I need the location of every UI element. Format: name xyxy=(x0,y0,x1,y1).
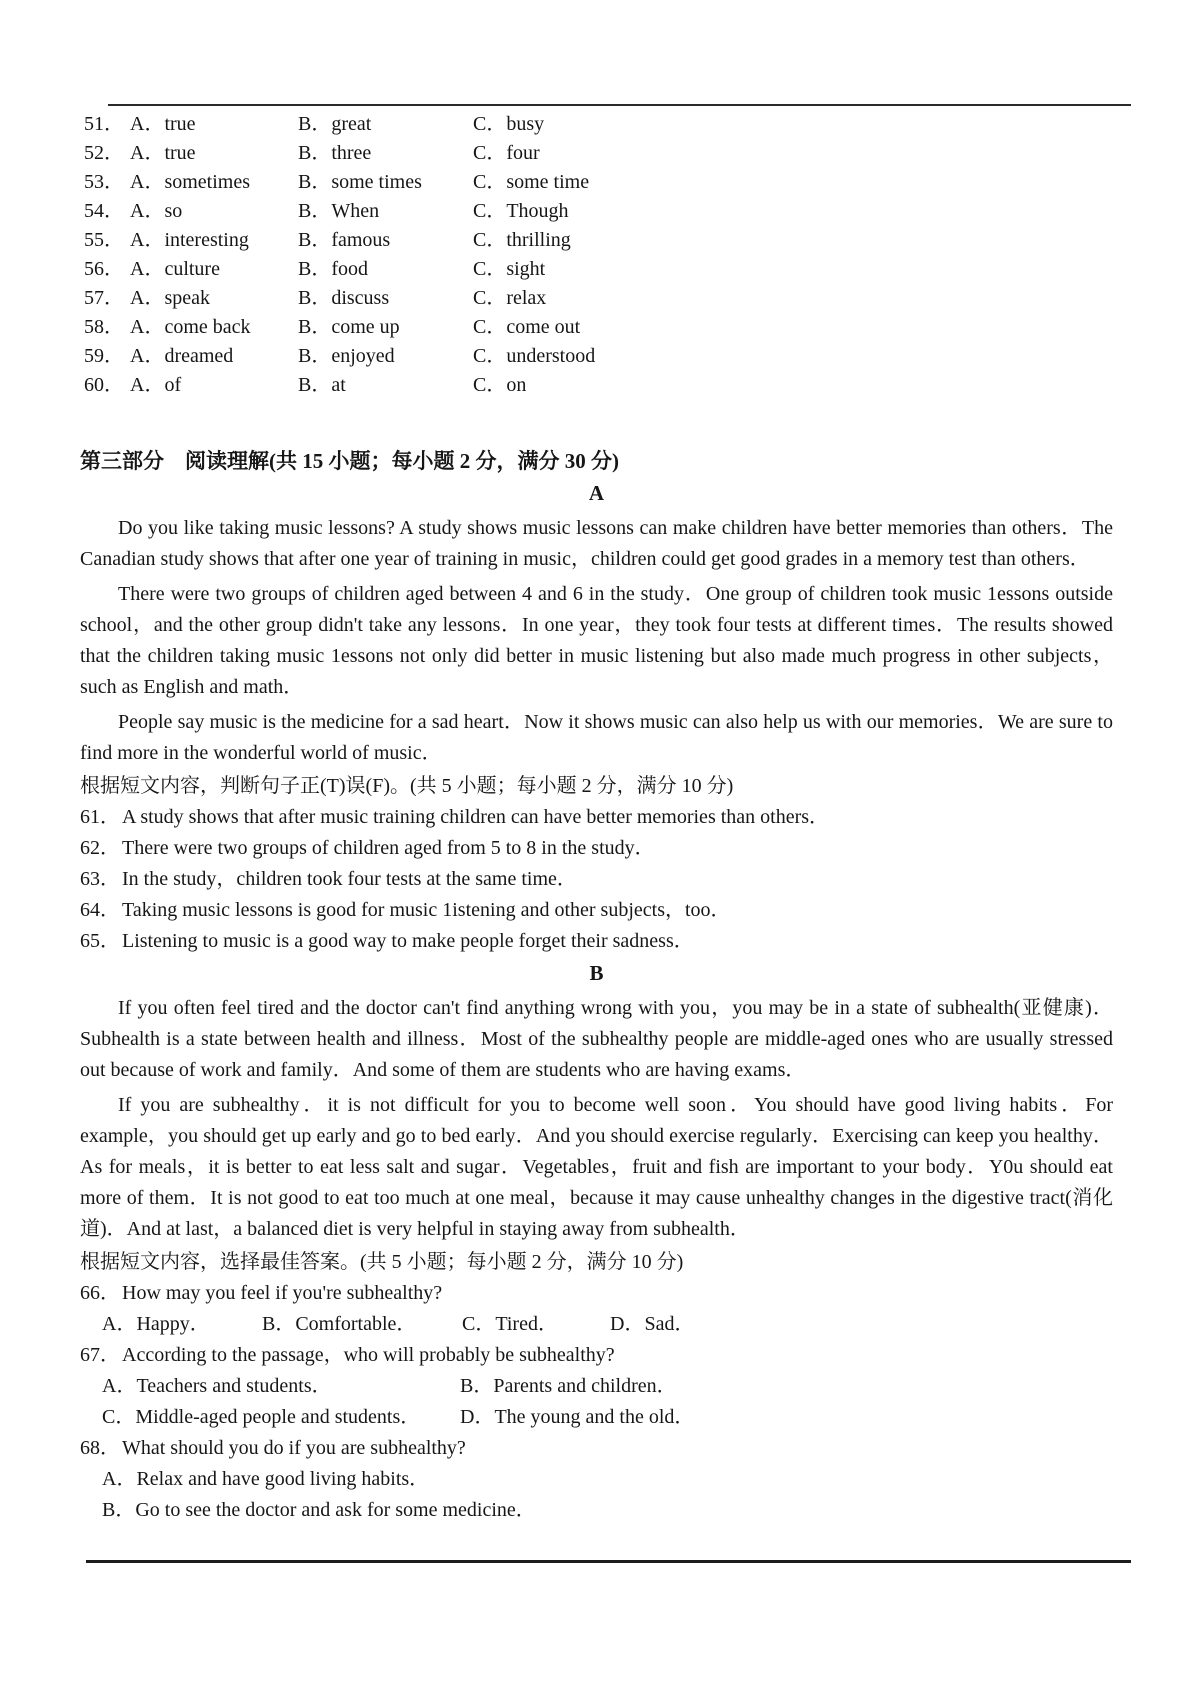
cloze-row-55 xyxy=(84,226,595,255)
question-67-options-row2 xyxy=(102,1402,1113,1433)
option-a: A．come back xyxy=(130,316,251,338)
question-number: 64． xyxy=(80,899,120,921)
question-text: In the study，children took four tests at the same time． xyxy=(122,868,577,890)
option-a: A．dreamed xyxy=(130,345,234,367)
question-64 xyxy=(80,895,1113,926)
question-text: According to the passage，who will probably be subhealthy? xyxy=(122,1344,615,1366)
option-b: B．at xyxy=(298,374,346,396)
question-text: What should you do if you are subhealthy? xyxy=(122,1437,466,1459)
cloze-row-54 xyxy=(84,197,595,226)
cloze-row-51 xyxy=(84,110,595,139)
option-c: C．relax xyxy=(473,287,547,309)
option-c: C．Though xyxy=(473,200,569,222)
question-text: A study shows that after music training children can have better memories than others． xyxy=(122,806,830,828)
reading-section xyxy=(80,446,1113,1526)
option-b: B．Parents and children． xyxy=(460,1375,677,1397)
option-d: D．The young and the old． xyxy=(460,1406,695,1428)
option-a: A．sometimes xyxy=(130,171,250,193)
option-c: C．some time xyxy=(473,171,590,193)
cloze-row-53 xyxy=(84,168,595,197)
cloze-row-59 xyxy=(84,342,595,371)
top-divider xyxy=(108,104,1131,106)
passage-a-paragraph: There were two groups of children aged between 4 and 6 in the study．One group of children took music 1essons outside school，and the other group didn't take any lessons．In one year，they took four tests at different times．The results showed that the children taking music 1essons not only did better in music listening but also made much progress in other subjects，such as English and math． xyxy=(80,583,1113,698)
cloze-row-56 xyxy=(84,255,595,284)
option-c: C．come out xyxy=(473,316,581,338)
question-number: 58． xyxy=(84,316,124,338)
option-a: A．true xyxy=(130,142,196,164)
cloze-row-57 xyxy=(84,284,595,313)
question-number: 56． xyxy=(84,258,124,280)
passage-b-label: B xyxy=(589,961,604,985)
option-c: C．on xyxy=(473,374,527,396)
question-number: 59． xyxy=(84,345,124,367)
cloze-row-52 xyxy=(84,139,595,168)
option-b: B．Comfortable． xyxy=(262,1313,417,1335)
passage-b-paragraph: If you often feel tired and the doctor can't find anything wrong with you，you may be in a state of subhealth(亚健康)．Subhealth is a state between health and illness．Most of the subhealthy people are middle-aged ones who are usually stressed out because of work and family．And some of them are students who are having exams． xyxy=(80,997,1113,1081)
passage-a-paragraph: People say music is the medicine for a sad heart．Now it shows music can also help us with our memories．We are sure to find more in the wonderful world of music． xyxy=(80,711,1113,764)
question-text: Taking music lessons is good for music 1istening and other subjects，too． xyxy=(122,899,731,921)
option-c: C．understood xyxy=(473,345,596,367)
option-a: A．true xyxy=(130,113,196,135)
question-number: 60． xyxy=(84,374,124,396)
option-b: B．come up xyxy=(298,316,400,338)
question-66-options xyxy=(102,1309,1113,1340)
option-d: D．Sad． xyxy=(610,1313,695,1335)
question-68-option-b xyxy=(102,1495,1113,1526)
question-67-options-row1 xyxy=(102,1371,1113,1402)
question-text: Listening to music is a good way to make people forget their sadness． xyxy=(122,930,694,952)
question-text: How may you feel if you're subhealthy? xyxy=(122,1282,443,1304)
question-number: 65． xyxy=(80,930,120,952)
option-b: B．Go to see the doctor and ask for some medicine． xyxy=(102,1499,536,1521)
question-65 xyxy=(80,926,1113,957)
question-number: 61． xyxy=(80,806,120,828)
option-b: B．discuss xyxy=(298,287,390,309)
option-a: A．Relax and have good living habits． xyxy=(102,1468,430,1490)
question-61 xyxy=(80,802,1113,833)
option-c: C．thrilling xyxy=(473,229,571,251)
question-68-option-a xyxy=(102,1464,1113,1495)
section-title: 第三部分 阅读理解(共 15 小题；每小题 2 分，满分 30 分) xyxy=(80,449,619,473)
question-number: 51． xyxy=(84,113,124,135)
question-number: 53． xyxy=(84,171,124,193)
question-number: 67． xyxy=(80,1344,120,1366)
option-a: A．culture xyxy=(130,258,220,280)
question-number: 57． xyxy=(84,287,124,309)
question-number: 62． xyxy=(80,837,120,859)
option-a: A．interesting xyxy=(130,229,249,251)
passage-a-paragraph: Do you like taking music lessons? A study shows music lessons can make children have better memories than others．The Canadian study shows that after one year of training in music，children could get good grades in a memory test than others． xyxy=(80,517,1113,570)
option-b: B．food xyxy=(298,258,368,280)
question-text: There were two groups of children aged from 5 to 8 in the study． xyxy=(122,837,655,859)
bottom-divider xyxy=(86,1560,1131,1563)
passage-a-instruction: 根据短文内容，判断句子正(T)误(F)。(共 5 小题；每小题 2 分，满分 10 分) xyxy=(80,775,734,797)
option-b: B．When xyxy=(298,200,380,222)
option-b: B．some times xyxy=(298,171,422,193)
option-a: A．Happy． xyxy=(102,1313,210,1335)
cloze-row-58 xyxy=(84,313,595,342)
question-67 xyxy=(80,1340,1113,1371)
question-number: 63． xyxy=(80,868,120,890)
option-a: A．speak xyxy=(130,287,210,309)
question-62 xyxy=(80,833,1113,864)
cloze-options-table xyxy=(84,110,595,400)
question-68 xyxy=(80,1433,1113,1464)
option-c: C．four xyxy=(473,142,540,164)
question-number: 66． xyxy=(80,1282,120,1304)
option-c: C．Tired． xyxy=(462,1313,558,1335)
option-b: B．famous xyxy=(298,229,391,251)
question-number: 52． xyxy=(84,142,124,164)
option-b: B．enjoyed xyxy=(298,345,395,367)
question-number: 68． xyxy=(80,1437,120,1459)
cloze-row-60 xyxy=(84,371,595,400)
option-b: B．great xyxy=(298,113,372,135)
question-number: 54． xyxy=(84,200,124,222)
question-63 xyxy=(80,864,1113,895)
option-c: C．sight xyxy=(473,258,546,280)
passage-b-paragraph: If you are subhealthy．it is not difficult for you to become well soon．You should have good living habits．For example，you should get up early and go to bed early．And you should exercise regularly．Exercising can keep you healthy．As for meals，it is better to eat less salt and sugar．Vegetables，fruit and fish are important to your body．Y0u should eat more of them．It is not good to eat too much at one meal，because it may cause unhealthy changes in the digestive tract(消化道)．And at last，a balanced diet is very helpful in staying away from subhealth． xyxy=(80,1094,1113,1240)
option-a: A．of xyxy=(130,374,182,396)
option-a: A．so xyxy=(130,200,183,222)
question-66 xyxy=(80,1278,1113,1309)
option-c: C．Middle-aged people and students． xyxy=(102,1406,421,1428)
passage-b-instruction: 根据短文内容，选择最佳答案。(共 5 小题；每小题 2 分，满分 10 分) xyxy=(80,1251,684,1273)
question-number: 55． xyxy=(84,229,124,251)
option-c: C．busy xyxy=(473,113,545,135)
option-b: B．three xyxy=(298,142,372,164)
passage-a-label: A xyxy=(588,481,605,505)
option-a: A．Teachers and students． xyxy=(102,1375,332,1397)
